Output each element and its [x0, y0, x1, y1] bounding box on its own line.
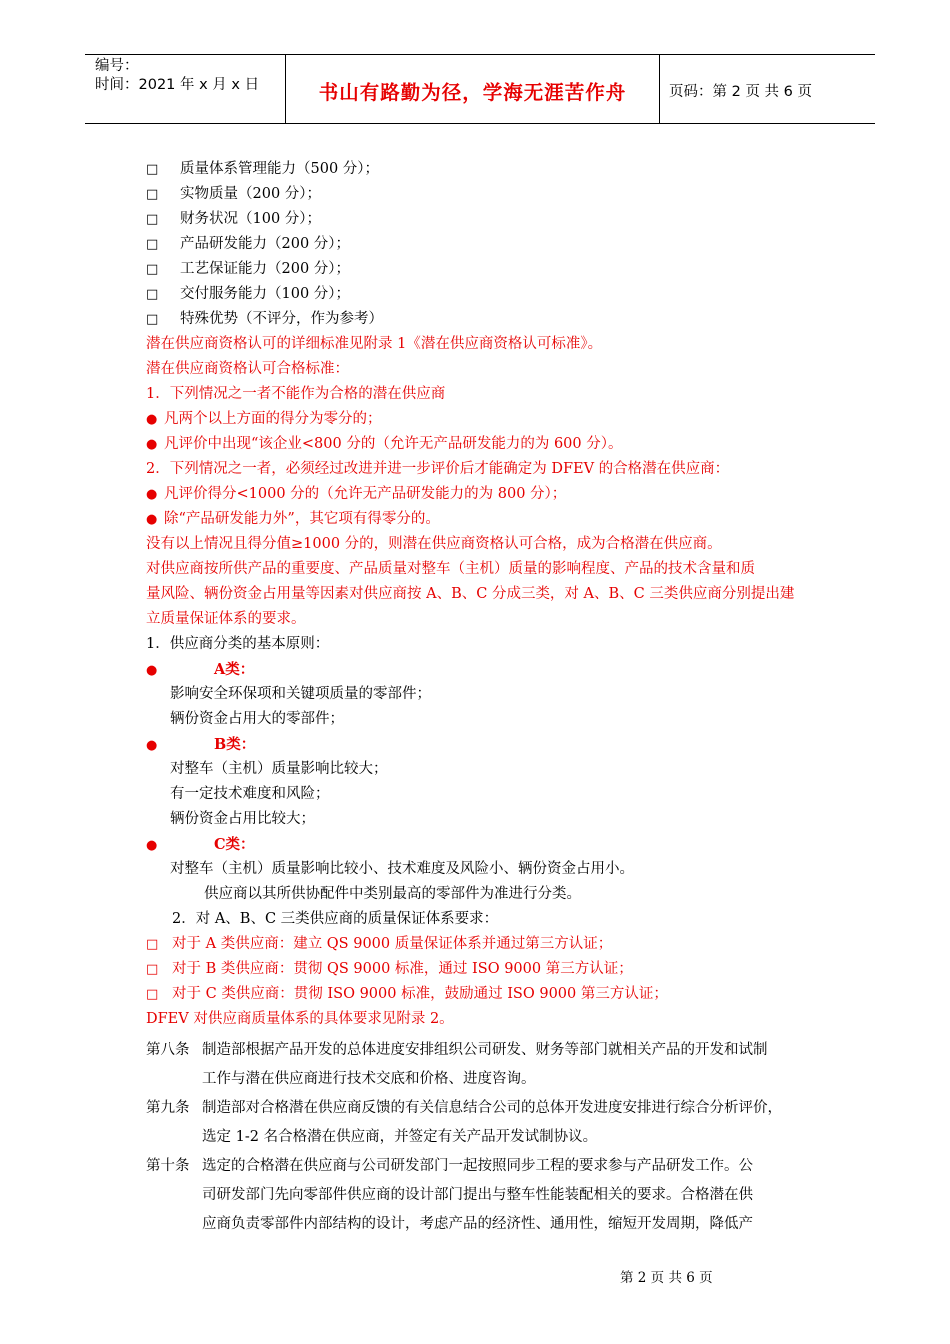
- bullet-dot-icon: ●: [146, 437, 158, 452]
- header-number-label: 编号：: [95, 58, 139, 74]
- article-10-continued: 应商负责零部件内部结构的设计，考虑产品的经济性、通用性，缩短开发周期，降低产: [202, 1216, 753, 1232]
- list-item: 辆份资金占用比较大；: [170, 811, 315, 827]
- checkbox-icon: □: [146, 987, 159, 1002]
- header-meta: [95, 57, 259, 95]
- header-divider: [659, 55, 660, 123]
- list-item: 对整车（主机）质量影响比较大；: [170, 761, 388, 777]
- class-c-heading: ● C类：: [146, 832, 866, 857]
- classification-note: 供应商以其所供协配件中类别最高的零部件为准进行分类。: [204, 886, 581, 902]
- article-heading: 第十条: [146, 1158, 190, 1174]
- header-page-label: 页码：第 2 页 共 6 页: [669, 84, 812, 100]
- article-9-continued: 选定 1-2 名合格潜在供应商，并签定有关产品开发试制协议。: [202, 1129, 598, 1145]
- checkbox-icon: □: [146, 937, 159, 952]
- bullet-dot-icon: ●: [146, 512, 158, 527]
- classify-paragraph: 对供应商按所供产品的重要度、产品质量对整车（主机）质量的影响程度、产品的技术含量和质: [146, 561, 755, 577]
- article-8: 第八条 制造部根据产品开发的总体进度安排组织公司研发、财务等部门就相关产品的开发和试制: [146, 1036, 866, 1065]
- list-item: 影响安全环保项和关键项质量的零部件；: [170, 686, 431, 702]
- list-item: ● 凡两个以上方面的得分为零分的；: [146, 407, 866, 432]
- checkbox-icon: □: [146, 312, 159, 327]
- bullet-dot-icon: ●: [146, 738, 158, 753]
- rule1-title: 1．下列情况之一者不能作为合格的潜在供应商: [146, 386, 446, 402]
- article-heading: 第九条: [146, 1100, 190, 1116]
- list-item: □ 实物质量（200 分）；: [146, 182, 866, 207]
- rule2-title: 2．下列情况之一者，必须经过改进并进一步评价后才能确定为 DFEV 的合格潜在供应商：: [146, 461, 730, 477]
- classify-paragraph: 立质量保证体系的要求。: [146, 611, 306, 627]
- list-item: □ 对于 B 类供应商：贯彻 QS 9000 标准，通过 ISO 9000 第三方认证；: [146, 957, 866, 982]
- header-motto: 书山有路勤为径，学海无涯苦作舟: [318, 81, 627, 104]
- article-8-continued: 工作与潜在供应商进行技术交底和价格、进度咨询。: [202, 1071, 536, 1087]
- list-item: □ 工艺保证能力（200 分）；: [146, 257, 866, 282]
- list-item: □ 特殊优势（不评分，作为参考）: [146, 307, 866, 332]
- checkbox-icon: □: [146, 187, 159, 202]
- list-item: 有一定技术难度和风险；: [170, 786, 330, 802]
- class-a-heading: ● A类：: [146, 657, 866, 682]
- pass-note: 没有以上情况且得分值≥1000 分的，则潜在供应商资格认可合格，成为合格潜在供应商。: [146, 536, 722, 552]
- list-item: □ 质量体系管理能力（500 分）；: [146, 157, 866, 182]
- checkbox-icon: □: [146, 287, 159, 302]
- bullet-dot-icon: ●: [146, 663, 158, 678]
- classify-paragraph: 量风险、辆份资金占用量等因素对供应商按 A、B、C 分成三类，对 A、B、C 三类供应商分别提出建: [146, 586, 795, 602]
- list-item: □ 财务状况（100 分）；: [146, 207, 866, 232]
- checkbox-icon: □: [146, 962, 159, 977]
- list-item: □ 对于 A 类供应商：建立 QS 9000 质量保证体系并通过第三方认证；: [146, 932, 866, 957]
- list-item: ● 除“产品研发能力外”，其它项有得零分的。: [146, 507, 866, 532]
- list-item: ● 凡评价得分<1000 分的（允许无产品研发能力的为 800 分）；: [146, 482, 866, 507]
- article-10: 第十条 选定的合格潜在供应商与公司研发部门一起按照同步工程的要求参与产品研发工作。公: [146, 1152, 866, 1181]
- checkbox-icon: □: [146, 237, 159, 252]
- list-item: □ 产品研发能力（200 分）；: [146, 232, 866, 257]
- document-body: [146, 157, 866, 1239]
- list-item: 对整车（主机）质量影响比较小、技术难度及风险小、辆份资金占用小。: [170, 861, 634, 877]
- bullet-dot-icon: ●: [146, 487, 158, 502]
- checkbox-icon: □: [146, 262, 159, 277]
- appendix2-note: DFEV 对供应商质量体系的具体要求见附录 2。: [146, 1011, 454, 1027]
- checkbox-icon: □: [146, 162, 159, 177]
- list-item: □ 对于 C 类供应商：贯彻 ISO 9000 标准，鼓励通过 ISO 9000 第三方认证；: [146, 982, 866, 1007]
- requirements-title: 2．对 A、B、C 三类供应商的质量保证体系要求：: [172, 911, 499, 927]
- class-b-heading: ● B类：: [146, 732, 866, 757]
- list-item: 辆份资金占用大的零部件；: [170, 711, 344, 727]
- page-footer: 第 2 页 共 6 页: [620, 1270, 713, 1286]
- standard-heading: 潜在供应商资格认可合格标准：: [146, 361, 349, 377]
- list-item: ● 凡评价中出现“该企业<800 分的（允许无产品研发能力的为 600 分）。: [146, 432, 866, 457]
- header-time-label: 时间：2021 年 x 月 x 日: [95, 77, 260, 93]
- list-item: □ 交付服务能力（100 分）；: [146, 282, 866, 307]
- checkbox-icon: □: [146, 212, 159, 227]
- bullet-dot-icon: ●: [146, 838, 158, 853]
- article-9: 第九条 制造部对合格潜在供应商反馈的有关信息结合公司的总体开发进度安排进行综合分析评价，: [146, 1094, 866, 1123]
- article-heading: 第八条: [146, 1042, 190, 1058]
- page-header: [85, 54, 875, 124]
- principles-title: 1．供应商分类的基本原则：: [146, 636, 330, 652]
- article-10-continued: 司研发部门先向零部件供应商的设计部门提出与整车性能装配相关的要求。合格潜在供: [202, 1187, 753, 1203]
- bullet-dot-icon: ●: [146, 412, 158, 427]
- appendix1-note: 潜在供应商资格认可的详细标准见附录 1《潜在供应商资格认可标准》。: [146, 336, 603, 352]
